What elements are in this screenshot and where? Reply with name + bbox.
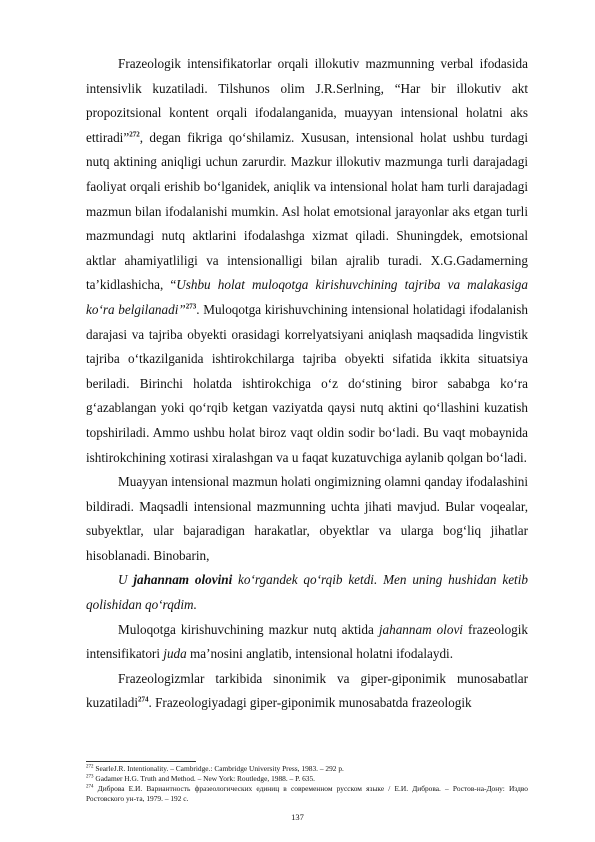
page-number: 137 <box>291 812 304 822</box>
paragraph-text: Muloqotga kirishuvchining mazkur nutq aktida <box>118 621 379 637</box>
footnote <box>86 764 528 774</box>
quote-italic: Ushbu holat muloqotga kirishuvchining tajriba va malakasiga ko‘ra belgilanadi” <box>86 277 528 317</box>
example-text: U <box>118 572 134 588</box>
footnote-text: Gadamer H.G. Truth and Method. – New York: Routledge, 1988. – P. 635. <box>95 774 316 783</box>
footnote-ref[interactable]: 274 <box>138 696 149 705</box>
paragraph-text: . Frazeologiyadagi giper-giponimik munosabatda frazeologik <box>148 695 472 711</box>
paragraph-1 <box>86 52 528 470</box>
paragraph-text: . Muloqotga kirishuvchining intensional holatidagi ifodalanish darajasi va tajriba obyekti orasidagi korrelyatsiyani aniqlash maqsadida lingvistik tajriba o‘tkazilganida ishtirokchilarga tajriba obyekti sifatida ikkita situatsiya beriladi. Birinchi holatda ishtirokchiga o‘z do‘stining biror sababga ko‘ra g‘azablangan yoki qo‘rqib ketgan vaziyatda qaysi nutq aktini qo‘llashini kuzatish topshiriladi. Ammo ushbu holat biroz vaqt oldin sodir bo‘ladi. Bu vaqt mobaynida ishtirokchining xotirasi xiralashgan va u faqat kuzatuvchiga aylanib qolgan bo‘ladi. <box>86 301 528 465</box>
footnote <box>86 784 528 804</box>
paragraph-text: frazeologik intensifikatori <box>86 621 529 662</box>
example-text: ko‘rgandek qo‘rqib ketdi. Men uning hushidan ketib qolishidan qo‘rqdim. <box>86 572 528 613</box>
footnote-divider <box>86 761 196 762</box>
paragraph-2 <box>86 470 528 568</box>
paragraph-text: Frazeologik intensifikatorlar orqali illokutiv mazmunning verbal ifodasida intensivlik kuzatiladi. Tilshunos olim J.R.Serlning, “Har bir illokutiv akt propozitsional kontent orqali ifodalanganida, muayyan intensional holatni aks ettiradi” <box>86 56 528 145</box>
example-sentence <box>86 568 528 617</box>
footnote <box>86 774 528 784</box>
footnote-ref[interactable]: 273 <box>185 302 197 311</box>
footnote-ref[interactable]: 272 <box>129 130 140 139</box>
footnotes <box>86 764 528 804</box>
footnote-number: 272 <box>86 764 94 770</box>
footnote-number: 274 <box>86 784 94 790</box>
paragraph-text: ma’nosini anglatib, intensional holatni ifodalaydi. <box>186 646 453 662</box>
footnote-text: SearleJ.R. Intentionality. – Cambridge.: Cambridge University Press, 1983. – 292 p. <box>95 764 344 773</box>
paragraph-5 <box>86 667 528 716</box>
paragraph-4 <box>86 618 528 667</box>
paragraph-text: Frazeologizmlar tarkibida sinonimik va giper-giponimik munosabatlar kuzatiladi <box>86 670 528 711</box>
italic-term: jahannam olovi <box>378 621 463 637</box>
example-bold-phrase: jahannam olovini <box>133 572 233 588</box>
footnote-number: 273 <box>86 774 94 780</box>
page-body <box>86 52 528 716</box>
paragraph-text: Muayyan intensional mazmun holati ongimizning olamni qanday ifodalashini bildiradi. Maqsadli intensional mazmunning uchta jihati mavjud. Bular voqealar, subyektlar, ular bajaradigan harakatlar, obyektlar va ularga bog‘liq jihatlar hisoblanadi. Binobarin, <box>86 474 528 563</box>
paragraph-text: , degan fikriga qo‘shilamiz. Xususan, intensional holat ushbu turdagi nutq aktining aniqligi uchun zarurdir. Mazkur illokutiv mazmunga turli darajadagi faoliyat orqali erishib bo‘lganidek, aniqlik va intensional holat ham turli darajadagi mazmun bilan ifodalanishi mumkin. Asl holat emotsional jarayonlar aks etgan turli mazmundagi nutq aktlarini ifodalashga xizmat qiladi. Shuningdek, emotsional aktlar ahamiyatliligi va intensionalligi bilan ajralib turadi. X.G.Gadamerning ta’kidlashicha, “ <box>86 129 528 293</box>
italic-term: juda <box>163 646 187 662</box>
footnote-text: Диброва Е.И. Вариантность фразеологических единиц в современном русском языке / Е.И. Диброва. – Ростов-на-Дону: Издво Ростовского ун-та, 1979. – 192 с. <box>86 784 528 803</box>
